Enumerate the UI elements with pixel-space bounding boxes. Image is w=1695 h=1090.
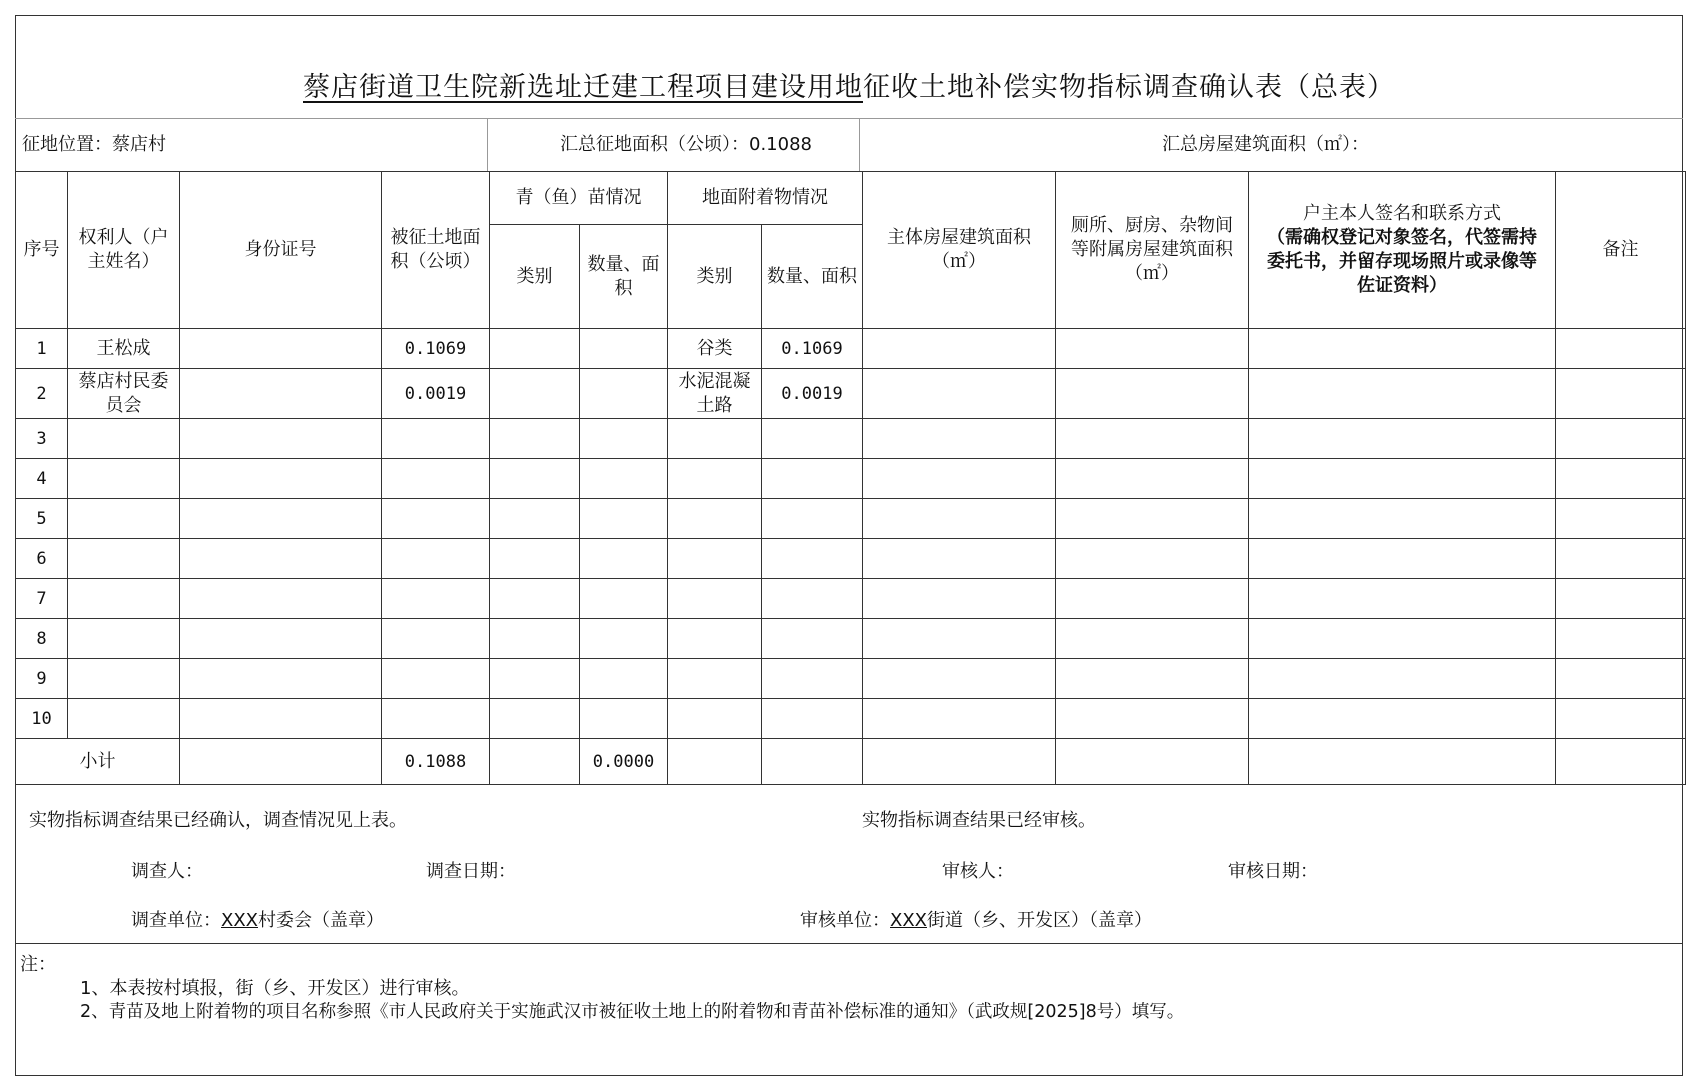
cell-id [180, 699, 382, 739]
cell-signature [1249, 499, 1556, 539]
cell-remark [1556, 459, 1686, 499]
cell-main-building [863, 619, 1056, 659]
cell-owner [68, 459, 180, 499]
cell-seq: 6 [16, 539, 68, 579]
cell-id [180, 659, 382, 699]
cell-crop-qty [580, 329, 668, 369]
cell-id [180, 419, 382, 459]
header-remark: 备注 [1556, 172, 1686, 329]
cell-crop-category [490, 539, 580, 579]
cell-crop-category [490, 329, 580, 369]
note-item-2: 2、青苗及地上附着物的项目名称参照《市人民政府关于实施武汉市被征收土地上的附着物和青苗补偿标准的通知》（武政规[2025]8号）填写。 [80, 1002, 1185, 1022]
header-attach-category: 类别 [668, 225, 762, 329]
cell-land [382, 619, 490, 659]
cell-land [382, 659, 490, 699]
cell-attach-category: 水泥混凝土路 [668, 369, 762, 419]
cell-id [180, 369, 382, 419]
title-rest: 征收土地补偿实物指标调查确认表（总表） [863, 72, 1395, 103]
cell-land [382, 579, 490, 619]
cell-attach-qty: 0.1069 [762, 329, 863, 369]
cell-signature [1249, 579, 1556, 619]
table-row [16, 329, 1686, 369]
cell-owner [68, 499, 180, 539]
cell-signature [1249, 619, 1556, 659]
cell-main-building [863, 699, 1056, 739]
cell-owner [68, 699, 180, 739]
cell-crop-qty [580, 499, 668, 539]
cell-owner [68, 419, 180, 459]
table-row [16, 459, 1686, 499]
cell-auxiliary [1056, 579, 1249, 619]
table-row [16, 539, 1686, 579]
cell-attach-qty: 0.0019 [762, 369, 863, 419]
info-divider [487, 119, 488, 171]
investigate-date-label: 调查日期： [426, 861, 516, 882]
cell-main-building [863, 329, 1056, 369]
table-row [16, 369, 1686, 419]
subtotal-id [180, 739, 382, 785]
cell-attach-category [668, 579, 762, 619]
header-owner: 权利人（户主姓名） [68, 172, 180, 329]
table-row [16, 499, 1686, 539]
cell-attach-qty [762, 659, 863, 699]
cell-crop-qty [580, 699, 668, 739]
cell-remark [1556, 499, 1686, 539]
subtotal-attach-qty [762, 739, 863, 785]
cell-id [180, 499, 382, 539]
total-building-area: 汇总房屋建筑面积（㎡）： [1162, 134, 1369, 155]
cell-remark [1556, 329, 1686, 369]
survey-table [15, 171, 1686, 785]
info-divider [859, 119, 860, 171]
cell-crop-qty [580, 459, 668, 499]
cell-signature [1249, 369, 1556, 419]
header-attachments-group: 地面附着物情况 [668, 172, 863, 225]
investigate-unit-suffix: 村委会（盖章） [258, 910, 384, 931]
cell-attach-category [668, 459, 762, 499]
subtotal-label: 小计 [16, 739, 180, 785]
review-unit [800, 906, 1152, 932]
cell-attach-category [668, 499, 762, 539]
reviewer-label: 审核人： [942, 861, 1014, 882]
total-land-area: 汇总征地面积（公顷）：0.1088 [560, 134, 812, 155]
cell-main-building [863, 369, 1056, 419]
cell-seq: 8 [16, 619, 68, 659]
cell-seq: 10 [16, 699, 68, 739]
cell-owner: 王松成 [68, 329, 180, 369]
cell-auxiliary [1056, 659, 1249, 699]
header-id-number: 身份证号 [180, 172, 382, 329]
cell-crop-category [490, 619, 580, 659]
cell-crop-category [490, 499, 580, 539]
cell-main-building [863, 659, 1056, 699]
table-row [16, 419, 1686, 459]
confirm-statement: 实物指标调查结果已经确认，调查情况见上表。 [29, 810, 407, 831]
cell-signature [1249, 329, 1556, 369]
notes-divider [15, 943, 1683, 944]
cell-auxiliary [1056, 499, 1249, 539]
subtotal-remark [1556, 739, 1686, 785]
table-row [16, 699, 1686, 739]
cell-attach-qty [762, 579, 863, 619]
cell-remark [1556, 539, 1686, 579]
cell-main-building [863, 579, 1056, 619]
signature-title: 户主本人签名和联系方式 [1303, 203, 1501, 224]
header-main-building: 主体房屋建筑面积（㎡） [863, 172, 1056, 329]
cell-crop-category [490, 419, 580, 459]
cell-remark [1556, 619, 1686, 659]
cell-signature [1249, 459, 1556, 499]
header-land-area: 被征土地面积（公顷） [382, 172, 490, 329]
cell-remark [1556, 419, 1686, 459]
cell-main-building [863, 419, 1056, 459]
review-date-label: 审核日期： [1228, 861, 1318, 882]
cell-main-building [863, 539, 1056, 579]
page-title [15, 65, 1683, 104]
review-statement: 实物指标调查结果已经审核。 [862, 810, 1096, 831]
investigate-unit-prefix: 调查单位： [131, 910, 221, 931]
review-unit-xxx: XXX [890, 910, 927, 931]
cell-auxiliary [1056, 619, 1249, 659]
cell-crop-category [490, 579, 580, 619]
cell-crop-qty [580, 539, 668, 579]
cell-land [382, 419, 490, 459]
cell-id [180, 329, 382, 369]
cell-id [180, 539, 382, 579]
cell-auxiliary [1056, 539, 1249, 579]
cell-auxiliary [1056, 419, 1249, 459]
cell-owner: 蔡店村民委员会 [68, 369, 180, 419]
note-item-1: 1、本表按村填报，街（乡、开发区）进行审核。 [80, 978, 470, 999]
table-row [16, 619, 1686, 659]
cell-remark [1556, 369, 1686, 419]
subtotal-attach-category [668, 739, 762, 785]
cell-crop-qty [580, 579, 668, 619]
land-location: 征地位置：蔡店村 [22, 134, 166, 155]
subtotal-crop-qty: 0.0000 [580, 739, 668, 785]
cell-owner [68, 539, 180, 579]
header-crops-group: 青（鱼）苗情况 [490, 172, 668, 225]
subtotal-aux [1056, 739, 1249, 785]
signature-note: （需确权登记对象签名，代签需持委托书，并留存现场照片或录像等佐证资料） [1267, 227, 1537, 296]
cell-land: 0.1069 [382, 329, 490, 369]
cell-seq: 5 [16, 499, 68, 539]
cell-attach-category [668, 619, 762, 659]
cell-remark [1556, 579, 1686, 619]
cell-crop-category [490, 699, 580, 739]
table-row [16, 579, 1686, 619]
cell-attach-category [668, 699, 762, 739]
cell-owner [68, 579, 180, 619]
cell-auxiliary [1056, 699, 1249, 739]
cell-crop-qty [580, 619, 668, 659]
cell-auxiliary [1056, 369, 1249, 419]
cell-signature [1249, 539, 1556, 579]
cell-land [382, 699, 490, 739]
cell-owner [68, 659, 180, 699]
cell-owner [68, 619, 180, 659]
cell-attach-qty [762, 699, 863, 739]
subtotal-sign [1249, 739, 1556, 785]
cell-land [382, 499, 490, 539]
cell-attach-qty [762, 619, 863, 659]
cell-attach-qty [762, 539, 863, 579]
title-box [15, 15, 1683, 119]
cell-attach-category [668, 419, 762, 459]
cell-seq: 4 [16, 459, 68, 499]
cell-attach-category: 谷类 [668, 329, 762, 369]
cell-crop-qty [580, 419, 668, 459]
subtotal-row [16, 739, 1686, 785]
header-signature [1249, 172, 1556, 329]
cell-crop-category [490, 369, 580, 419]
cell-seq: 3 [16, 419, 68, 459]
investigate-unit [131, 906, 384, 932]
cell-signature [1249, 419, 1556, 459]
cell-auxiliary [1056, 459, 1249, 499]
cell-id [180, 579, 382, 619]
cell-main-building [863, 499, 1056, 539]
cell-attach-category [668, 539, 762, 579]
cell-auxiliary [1056, 329, 1249, 369]
cell-id [180, 459, 382, 499]
cell-signature [1249, 699, 1556, 739]
cell-attach-qty [762, 499, 863, 539]
cell-main-building [863, 459, 1056, 499]
cell-land [382, 539, 490, 579]
cell-signature [1249, 659, 1556, 699]
cell-land: 0.0019 [382, 369, 490, 419]
header-crop-category: 类别 [490, 225, 580, 329]
cell-remark [1556, 659, 1686, 699]
cell-attach-qty [762, 459, 863, 499]
table-row [16, 659, 1686, 699]
cell-crop-qty [580, 659, 668, 699]
investigate-unit-xxx: XXX [221, 910, 258, 931]
cell-land [382, 459, 490, 499]
cell-seq: 9 [16, 659, 68, 699]
subtotal-land: 0.1088 [382, 739, 490, 785]
cell-crop-qty [580, 369, 668, 419]
review-unit-suffix: 街道（乡、开发区）（盖章） [927, 910, 1152, 931]
subtotal-crop-category [490, 739, 580, 785]
review-unit-prefix: 审核单位： [800, 910, 890, 931]
title-underlined: 蔡店街道卫生院新选址迁建工程项目建设用地 [303, 72, 863, 103]
cell-seq: 7 [16, 579, 68, 619]
subtotal-main [863, 739, 1056, 785]
cell-attach-qty [762, 419, 863, 459]
cell-crop-category [490, 459, 580, 499]
header-seq: 序号 [16, 172, 68, 329]
cell-seq: 2 [16, 369, 68, 419]
cell-remark [1556, 699, 1686, 739]
notes-label: 注： [20, 954, 56, 975]
header-attach-qty: 数量、面积 [762, 225, 863, 329]
cell-crop-category [490, 659, 580, 699]
cell-attach-category [668, 659, 762, 699]
header-auxiliary-building: 厕所、厨房、杂物间等附属房屋建筑面积（㎡） [1056, 172, 1249, 329]
investigator-label: 调查人： [131, 861, 203, 882]
cell-seq: 1 [16, 329, 68, 369]
header-crop-qty: 数量、面积 [580, 225, 668, 329]
cell-id [180, 619, 382, 659]
